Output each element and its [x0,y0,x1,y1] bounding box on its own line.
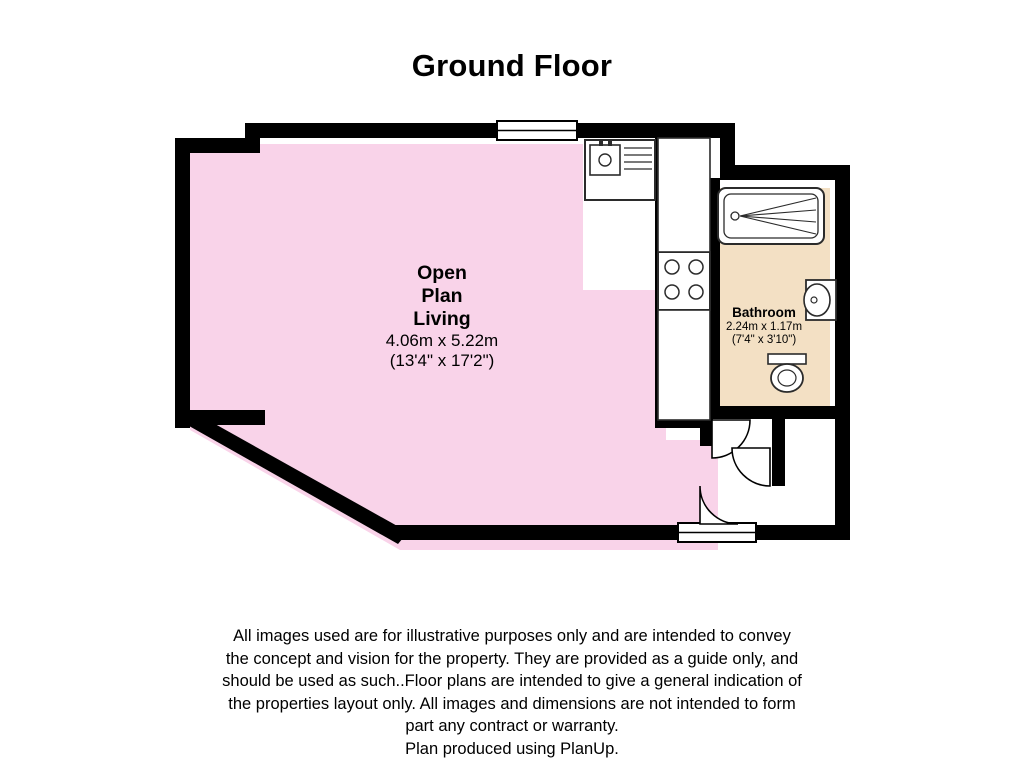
disclaimer-line-4: the properties layout only. All images and dimensions are not intended to form [228,694,796,713]
disclaimer-line-2: the concept and vision for the property. They are provided as a guide only, and [225,649,799,668]
window-bottom [678,523,756,542]
disclaimer [0,625,1024,760]
room-dims-metric: 4.06m x 5.22m [385,331,499,350]
room-name: Bathroom [732,305,796,320]
disclaimer-line-6: Plan produced using PlanUp. [405,739,619,758]
toilet [768,354,806,392]
room-name-line-1: Open [417,262,467,284]
room-label-open-plan-living [330,262,554,371]
window-top [497,121,577,140]
kitchen-sink [590,145,620,175]
bathtub [718,188,824,244]
room-dims-metric: 2.24m x 1.17m [725,320,803,333]
page-title: Ground Floor [411,48,613,83]
hob-four-rings [658,252,710,310]
room-name-line-3: Living [413,308,471,330]
door-hall-inner [732,448,770,486]
room-label-bathroom [690,305,838,348]
floor-plan [0,110,1024,590]
room-dims-imperial: (7'4" x 3'10") [731,334,797,347]
room-dims-imperial: (13'4" x 17'2") [389,351,495,371]
disclaimer-line-1: All images used are for illustrative purposes only and are intended to convey [233,627,791,645]
disclaimer-line-5: part any contract or warranty. [405,717,619,735]
room-name-line-2: Plan [421,285,463,307]
disclaimer-line-3: should be used as such..Floor plans are intended to give a general indication of [222,672,802,690]
